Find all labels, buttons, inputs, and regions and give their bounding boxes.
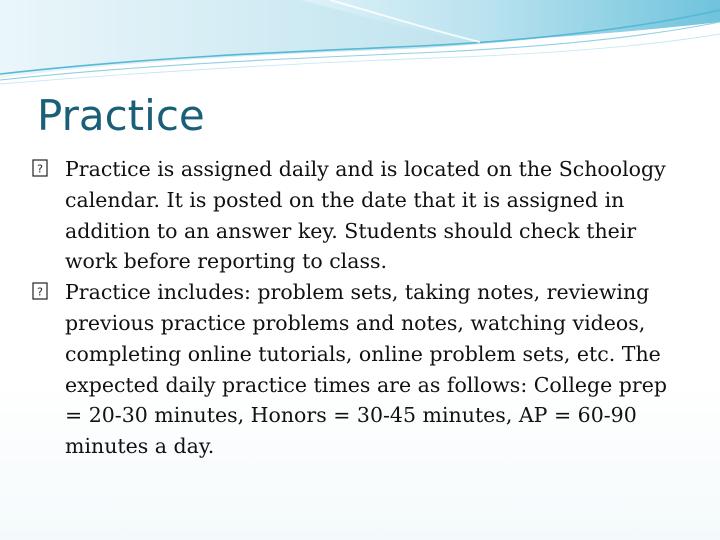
bullet-item <box>32 154 672 277</box>
bullet-text: Practice includes: problem sets, taking notes, reviewing previous practice problems and notes, watching videos, completing online tutorials, online problem sets, etc. The expected daily practice times are as follows: College prep = 20-30 minutes, Honors = 30-45 minutes, AP = 60-90 minutes a day. <box>65 280 667 459</box>
bullet-item <box>32 277 672 462</box>
bullet-icon <box>32 282 48 300</box>
bullet-icon <box>32 159 48 177</box>
bullet-list <box>32 154 672 462</box>
svg-text:?: ? <box>37 285 43 299</box>
svg-text:?: ? <box>37 162 43 176</box>
slide-title: Practice <box>37 91 205 140</box>
top-wave-decoration <box>0 0 720 90</box>
bullet-text: Practice is assigned daily and is located on the Schoology calendar. It is posted on the date that it is assigned in addition to an answer key. Students should check their work before reporting to class. <box>65 157 666 274</box>
